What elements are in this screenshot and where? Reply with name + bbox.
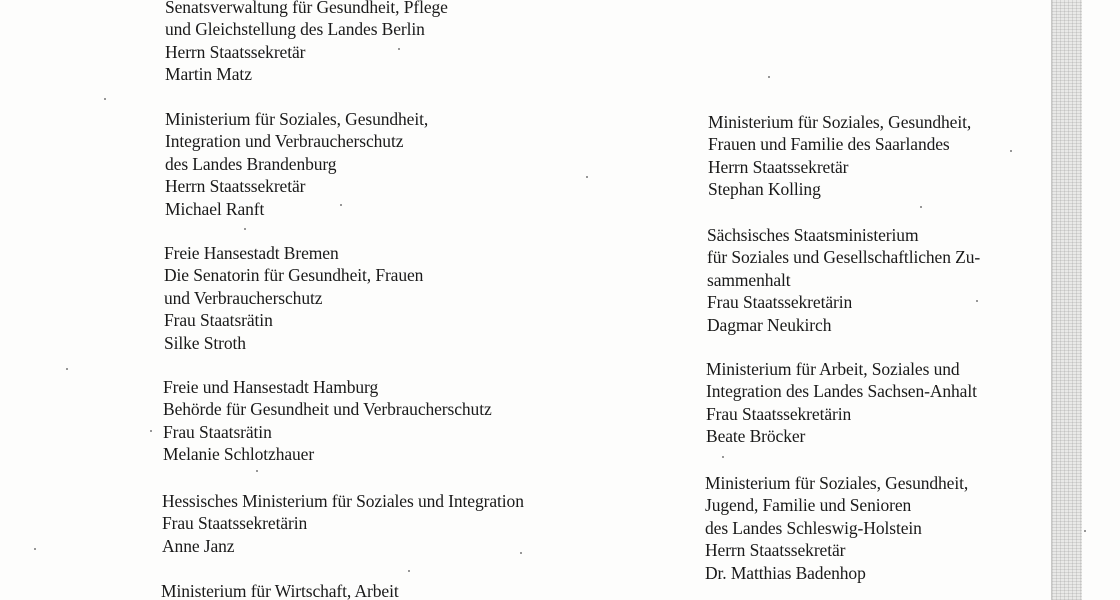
scan-speck [398, 48, 400, 50]
address-line: des Landes Schleswig-Holstein [705, 517, 922, 538]
address-line: Frau Staatssekretärin [162, 513, 308, 534]
address-line: Senatsverwaltung für Gesundheit, Pflege [165, 0, 448, 17]
address-line: Silke Stroth [164, 332, 246, 353]
address-line: sammenhalt [707, 269, 791, 290]
scan-speck [768, 76, 770, 78]
scan-speck [34, 548, 36, 550]
scan-speck [150, 430, 152, 432]
address-line: Frau Staatssekretärin [706, 403, 852, 424]
address-line: Freie Hansestadt Bremen [164, 243, 339, 263]
address-line: Hessisches Ministerium für Soziales und Integration [162, 491, 524, 511]
scan-speck [340, 204, 342, 206]
address-line: Sächsisches Staatsministerium [707, 225, 919, 245]
address-line: Herrn Staatssekretär [165, 41, 306, 62]
address-line: Jugend, Familie und Senioren [705, 495, 912, 516]
scan-speck [256, 470, 258, 472]
scan-speck [520, 552, 522, 554]
address-line: Ministerium für Wirtschaft, Arbeit [161, 581, 399, 600]
address-line: Ministerium für Soziales, Gesundheit, [708, 112, 972, 132]
address-line: Stephan Kolling [708, 179, 821, 200]
address-line: Dagmar Neukirch [707, 314, 832, 335]
scan-speck [104, 98, 106, 100]
scan-speck [244, 228, 246, 230]
address-line: Herrn Staatssekretär [705, 540, 846, 561]
scan-speck [1084, 530, 1086, 532]
scan-speck [722, 456, 724, 458]
address-line: Melanie Schlotzhauer [163, 444, 315, 465]
address-block-sachsen-anhalt [706, 358, 977, 448]
address-block-schleswig-holstein [705, 472, 968, 584]
address-line: Michael Ranft [165, 198, 265, 219]
address-line: Dr. Matthias Badenhop [705, 562, 866, 583]
address-line: Frauen und Familie des Saarlandes [708, 134, 950, 155]
address-block-hessen [162, 490, 524, 557]
scan-edge-texture [1052, 0, 1082, 600]
scan-speck [920, 206, 922, 208]
scan-speck [1010, 150, 1012, 152]
address-line: Ministerium für Soziales, Gesundheit, [165, 109, 429, 129]
address-line: Beate Bröcker [706, 426, 806, 447]
scan-speck [66, 368, 68, 370]
address-block-berlin [165, 0, 448, 86]
address-line: Ministerium für Arbeit, Soziales und [706, 359, 960, 379]
address-line: Behörde für Gesundheit und Verbraucherschutz [163, 399, 492, 420]
address-block-saarland [708, 111, 971, 201]
address-block-brandenburg [165, 108, 428, 220]
scan-speck [586, 176, 588, 178]
address-line: Die Senatorin für Gesundheit, Frauen [164, 265, 424, 286]
address-line: Integration des Landes Sachsen-Anhalt [706, 381, 977, 402]
address-line: Frau Staatsrätin [163, 421, 272, 442]
address-line: Frau Staatssekretärin [707, 292, 853, 313]
address-line: und Gleichstellung des Landes Berlin [165, 19, 425, 40]
scan-speck [408, 570, 410, 572]
address-line: Ministerium für Soziales, Gesundheit, [705, 473, 969, 493]
address-block-partial [161, 580, 399, 600]
address-line: für Soziales und Gesellschaftlichen Zu- [707, 247, 981, 268]
address-line: Frau Staatsrätin [164, 310, 273, 331]
address-line: Herrn Staatssekretär [165, 176, 306, 197]
address-block-sachsen [707, 224, 980, 336]
address-block-bremen [164, 242, 423, 354]
address-block-hamburg [163, 376, 492, 466]
address-line: Herrn Staatssekretär [708, 156, 849, 177]
address-line: des Landes Brandenburg [165, 153, 337, 174]
address-line: Integration und Verbraucherschutz [165, 131, 404, 152]
address-line: Freie und Hansestadt Hamburg [163, 377, 379, 397]
address-line: Martin Matz [165, 64, 252, 85]
address-line: Anne Janz [162, 535, 235, 556]
address-line: und Verbraucherschutz [164, 287, 323, 308]
scan-speck [976, 300, 978, 302]
